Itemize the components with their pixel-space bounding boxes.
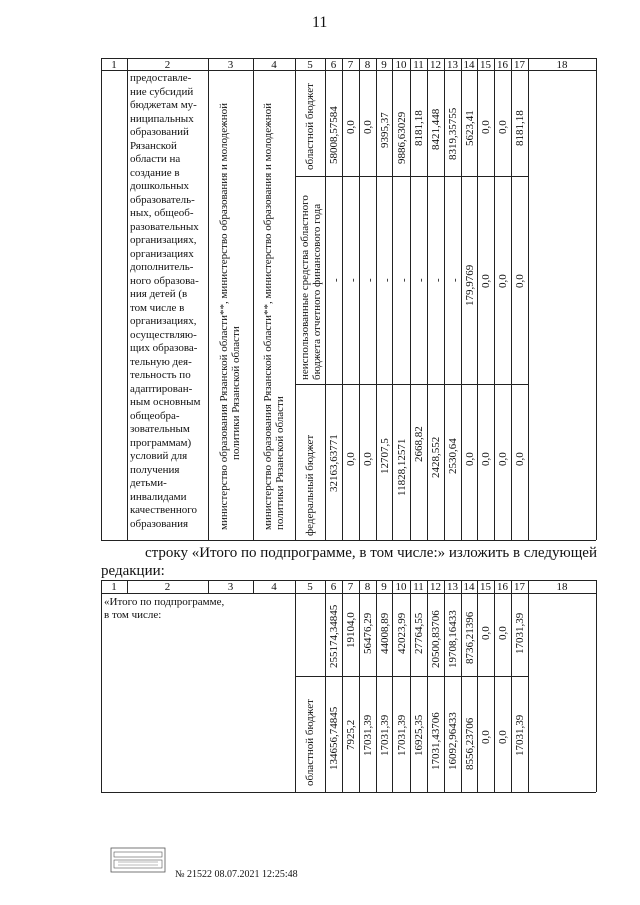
t2-total-c11: 27764,55	[413, 612, 425, 654]
executor-col4: министерство образования Рязанской области**, министерство образования и молодежной политики Рязанской области	[262, 103, 286, 530]
t1-regional-c14: 5623,41	[464, 110, 476, 146]
t1-unused-c11: -	[415, 278, 427, 282]
t1-header-8: 8	[364, 59, 371, 71]
t1-federal-c9: 12707,5	[379, 438, 391, 474]
t2-header-2: 2	[164, 581, 171, 593]
t1-federal-c11: 2668,82	[413, 426, 425, 462]
t2-total-c15: 0,0	[480, 626, 492, 640]
t2-header-12: 12	[430, 581, 441, 593]
page-number: 11	[312, 14, 328, 31]
t1-header-15: 15	[480, 59, 491, 71]
t1-header-4: 4	[271, 59, 277, 71]
t2-regional-c6: 134656,74845	[328, 706, 340, 770]
t1-federal-c7: 0,0	[345, 452, 357, 466]
t1-regional-label: областной бюджет	[304, 83, 316, 170]
t2-regional-c15: 0,0	[480, 730, 492, 744]
t1-unused-label: неиспользованные средства областного бюджета отчетного финансового года	[299, 195, 323, 380]
t1-unused-c10: -	[398, 278, 410, 282]
t1-unused-c6: -	[330, 278, 342, 282]
t2-total-c16: 0,0	[497, 626, 509, 640]
t2-header-8: 8	[364, 581, 371, 593]
t1-header-16: 16	[497, 59, 508, 71]
t2-header-15: 15	[480, 581, 491, 593]
t2-header-5: 5	[307, 581, 313, 593]
t1-header-12: 12	[430, 59, 441, 71]
t2-regional-c17: 17031,39	[514, 714, 526, 756]
registry-stamp-icon	[110, 847, 166, 873]
t1-federal-c17: 0,0	[514, 452, 526, 466]
t2-header-9: 9	[381, 581, 387, 593]
t2-header-13: 13	[447, 581, 458, 593]
t2-header-16: 16	[497, 581, 508, 593]
t1-federal-c15: 0,0	[480, 452, 492, 466]
t2-header-1: 1	[111, 581, 117, 593]
t2-total-c17: 17031,39	[514, 612, 526, 654]
t2-header-14: 14	[463, 581, 475, 593]
t1-header-11: 11	[413, 59, 424, 71]
t1-regional-c6: 58008,57584	[328, 106, 340, 164]
table-1-bottom-border	[101, 540, 596, 541]
t1-header-10: 10	[395, 59, 407, 71]
t2-header-7: 7	[347, 581, 354, 593]
t1-federal-c16: 0,0	[497, 452, 509, 466]
t1-regional-c9: 9395,37	[379, 112, 391, 148]
t1-regional-c10: 9886,63029	[396, 111, 408, 164]
t1-header-17: 17	[514, 59, 525, 71]
instruction-line-2: редакции:	[101, 563, 165, 579]
t2-total-c10: 42023,99	[396, 612, 408, 654]
t1-header-7: 7	[347, 59, 354, 71]
t1-federal-c14: 0,0	[464, 452, 476, 466]
t1-regional-c11: 8181,18	[413, 110, 425, 146]
t2-total-c8: 56476,29	[362, 612, 374, 654]
t2-header-4: 4	[271, 581, 277, 593]
t2-regional-c10: 17031,39	[396, 714, 408, 756]
t1-unused-c13: -	[449, 278, 461, 282]
t2-header-11: 11	[413, 581, 424, 593]
t2-total-c9: 44008,89	[379, 612, 391, 654]
t1-regional-c15: 0,0	[480, 120, 492, 134]
t2-title: «Итого по подпрограмме, в том числе:	[104, 596, 225, 621]
t2-header-17: 17	[514, 581, 525, 593]
t2-header-3: 3	[227, 581, 234, 593]
t2-total-c13: 19708,16433	[447, 610, 459, 668]
t2-regional-c9: 17031,39	[379, 714, 391, 756]
t1-regional-c17: 8181,18	[514, 110, 526, 146]
t2-regional-c8: 17031,39	[362, 714, 374, 756]
t2-header-6: 6	[330, 581, 337, 593]
t1-header-3: 3	[227, 59, 234, 71]
t1-regional-c7: 0,0	[345, 120, 357, 134]
t1-unused-c14: 179,9769	[464, 264, 476, 306]
t2-regional-c14: 8556,23706	[464, 717, 476, 770]
registry-stamp: № 21522 08.07.2021 12:25:48	[175, 869, 298, 880]
t1-federal-c10: 11828,12571	[396, 438, 408, 496]
t1-header-13: 13	[447, 59, 458, 71]
t1-federal-c6: 32163,63771	[328, 434, 340, 492]
t1-unused-c9: -	[381, 278, 393, 282]
t1-regional-c16: 0,0	[497, 120, 509, 134]
t2-total-c14: 8736,21396	[464, 611, 476, 664]
t2-regional-label: областной бюджет	[304, 699, 316, 786]
t1-unused-c17: 0,0	[514, 274, 526, 288]
t2-header-10: 10	[395, 581, 407, 593]
t1-unused-c16: 0,0	[497, 274, 509, 288]
t2-total-c12: 20500,83706	[430, 610, 442, 668]
t1-unused-c12: -	[432, 278, 444, 282]
t2-total-c7: 19104,0	[345, 612, 357, 648]
t1-header-2: 2	[164, 59, 171, 71]
t1-header-9: 9	[381, 59, 387, 71]
instruction-line-1: строку «Итого по подпрограмме, в том числе:» изложить в следующей	[145, 545, 597, 561]
t2-total-c6: 255174,34845	[328, 604, 340, 668]
t1-unused-c8: -	[364, 278, 376, 282]
t2-header-18: 18	[556, 581, 568, 593]
t1-regional-c8: 0,0	[362, 120, 374, 134]
t1-header-18: 18	[556, 59, 568, 71]
t1-regional-c12: 8421,448	[430, 108, 442, 150]
purpose-text: предоставле- ние субсидий бюджетам му- ниципальных образований Рязанской области на создание в дошкольных образователь- ных, общеоб- разовательных организациях, организациях дополнитель- ного образова- ния детей (в том числе в организациях, осуществляю- щих образова- тельную дея- тельность по адаптирован- ным основным общеобра- зовательным программам) условий для получения детьми- инвалидами качественного образования	[130, 72, 201, 530]
t1-federal-label: федеральный бюджет	[304, 434, 316, 536]
t1-header-1: 1	[111, 59, 117, 71]
t1-header-5: 5	[307, 59, 313, 71]
t1-federal-c12: 2428,552	[430, 436, 442, 478]
t2-regional-c7: 7925,2	[345, 719, 357, 750]
t2-regional-c13: 16092,96433	[447, 712, 459, 770]
t1-regional-c13: 8319,35755	[447, 107, 459, 160]
t2-regional-c16: 0,0	[497, 730, 509, 744]
t1-header-14: 14	[463, 59, 475, 71]
t1-federal-c8: 0,0	[362, 452, 374, 466]
t1-unused-c7: -	[347, 278, 359, 282]
executor-col3: министерство образования Рязанской области**, министерство образования и молодежной политики Рязанской области	[218, 103, 242, 530]
t2-regional-c12: 17031,43706	[430, 712, 442, 770]
t1-federal-c13: 2530,64	[447, 438, 459, 474]
t1-unused-c15: 0,0	[480, 274, 492, 288]
t2-regional-c11: 16925,35	[413, 714, 425, 756]
t1-header-6: 6	[330, 59, 337, 71]
